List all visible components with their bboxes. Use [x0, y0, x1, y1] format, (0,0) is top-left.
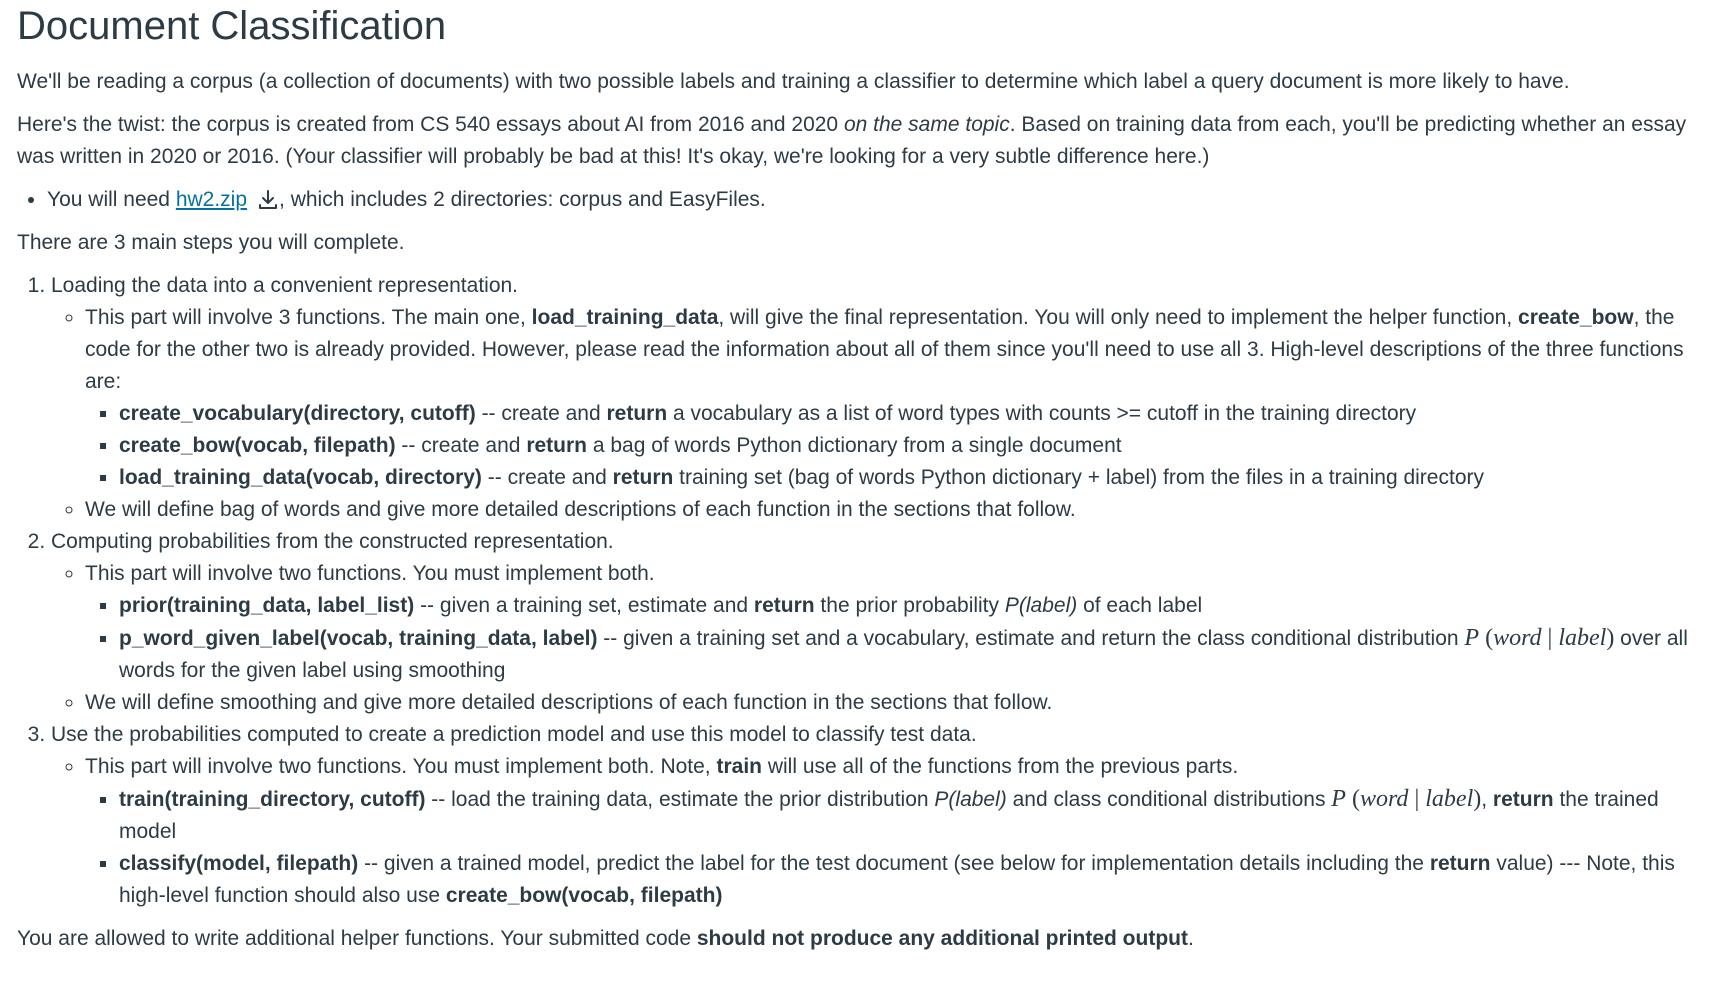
function-name: train	[716, 755, 762, 778]
return-keyword: return	[753, 594, 815, 617]
return-keyword: return	[612, 466, 674, 489]
step-label: Computing probabilities from the constructed representation.	[51, 530, 614, 553]
twist-text-rest: . Based on training data from each, you'll be predicting whether an essay was written in 2020 or 2016. (Your classifier will probably be bad at this! It's okay, we're looking for a very subtle difference here.)	[17, 113, 1687, 168]
text: -- given a training set, estimate and	[414, 594, 754, 617]
emphasis: should not produce any additional printed output	[696, 927, 1188, 950]
function-list	[85, 783, 1718, 912]
page-title: Document Classification	[17, 4, 447, 48]
intro-paragraph: We'll be reading a corpus (a collection of documents) with two possible labels and training a classifier to determine which label a query document is more likely to have.	[17, 70, 1570, 93]
function-item	[119, 590, 1718, 622]
text: -- given a trained model, predict the label for the test document (see below for implementation details including the	[358, 852, 1430, 875]
math-symbol: )	[1606, 625, 1615, 651]
function-item	[119, 430, 1718, 462]
math-symbol: label	[1558, 625, 1607, 651]
function-name: load_training_data(vocab, directory)	[119, 466, 482, 489]
text: , the code for the other two is already provided. However, please read the information about all of them since you'll need to use all 3. High-level descriptions of the three functions are:	[85, 306, 1684, 393]
function-name: create_bow(vocab, filepath)	[119, 434, 396, 457]
function-item	[119, 462, 1718, 494]
list-item: ◦ We will define smoothing and give more detailed descriptions of each function in the sections that follow.	[85, 687, 1718, 719]
text: a bag of words Python dictionary from a single document	[587, 434, 1122, 457]
math-symbol: P	[1331, 786, 1346, 812]
steps-list	[17, 270, 1718, 912]
requirements-list	[17, 184, 1718, 216]
function-item	[119, 398, 1718, 430]
text: -- create and	[395, 434, 527, 457]
step-2-details	[51, 558, 1718, 719]
footer-paragraph	[17, 923, 1718, 955]
math-symbol: word	[1359, 786, 1409, 812]
function-name: train(training_directory, cutoff)	[119, 788, 426, 811]
list-item	[85, 302, 1718, 494]
need-text-rest: , which includes 2 directories: corpus and EasyFiles.	[279, 188, 766, 211]
text: value) --- Note, this high-level function should also use	[119, 852, 1675, 907]
steps-intro: There are 3 main steps you will complete.	[17, 231, 405, 254]
return-keyword: return	[1492, 788, 1554, 811]
text: a vocabulary as a list of word types with counts >= cutoff in the training directory	[667, 402, 1417, 425]
list-item	[47, 184, 1718, 216]
need-text: You will need	[47, 188, 176, 211]
twist-emphasis: on the same topic	[843, 113, 1010, 136]
math-formula	[1464, 625, 1614, 651]
text: of each label	[1077, 594, 1203, 617]
text: -- given a training set and a vocabulary, estimate and return the class conditional distribution	[597, 627, 1465, 650]
step-3	[51, 719, 1718, 912]
function-name: load_training_data	[531, 306, 719, 329]
function-name: prior(training_data, label_list)	[119, 594, 415, 617]
text: This part will involve two functions. You must implement both. Note,	[85, 755, 717, 778]
function-list	[85, 398, 1718, 494]
step-3-details	[51, 751, 1718, 912]
text: the trained model	[119, 788, 1659, 843]
math-symbol: word	[1493, 625, 1542, 651]
text: -- load the training data, estimate the prior distribution	[425, 788, 935, 811]
list-item	[85, 751, 1718, 912]
math-symbol: )	[1473, 786, 1482, 812]
function-item	[119, 848, 1718, 912]
list-item	[85, 558, 1718, 687]
math-formula	[1331, 786, 1481, 812]
step-label: Loading the data into a convenient representation.	[51, 274, 519, 297]
text: and class conditional distributions	[1006, 788, 1332, 811]
text: You are allowed to write additional helper functions. Your submitted code	[17, 927, 697, 950]
list-item: ◦ We will define bag of words and give more detailed descriptions of each function in the sections that follow.	[85, 494, 1718, 526]
return-keyword: return	[606, 402, 668, 425]
function-name: p_word_given_label(vocab, training_data, label)	[119, 627, 598, 650]
text: ,	[1481, 788, 1493, 811]
math-symbol: P	[1464, 625, 1480, 651]
download-icon[interactable]	[257, 189, 279, 211]
text: This part will involve 3 functions. The main one,	[85, 306, 532, 329]
function-name: create_bow	[1518, 306, 1634, 329]
return-keyword: return	[526, 434, 587, 457]
text: -- create and	[475, 402, 607, 425]
text: .	[1187, 927, 1194, 950]
math-symbol: |	[1414, 786, 1420, 812]
hw2-zip-link[interactable]: hw2.zip	[175, 188, 248, 211]
step-1	[51, 270, 1718, 526]
prior-notation: P(label)	[1004, 594, 1078, 617]
math-symbol: label	[1425, 786, 1474, 812]
math-symbol: |	[1547, 625, 1553, 651]
text: training set (bag of words Python dictionary + label) from the files in a training directory	[673, 466, 1484, 489]
twist-paragraph	[17, 109, 1718, 173]
function-name: classify(model, filepath)	[119, 852, 359, 875]
text: the prior probability	[814, 594, 1005, 617]
text: over all words for the given label using smoothing	[119, 627, 1688, 682]
function-item	[119, 622, 1718, 687]
step-1-details	[51, 302, 1718, 526]
function-list	[85, 590, 1718, 687]
function-name: create_vocabulary(directory, cutoff)	[119, 402, 476, 425]
math-symbol: (	[1351, 786, 1360, 812]
math-symbol: (	[1485, 625, 1494, 651]
text: -- create and	[481, 466, 613, 489]
step-2	[51, 526, 1718, 719]
text: will use all of the functions from the previous parts.	[761, 755, 1239, 778]
return-keyword: return	[1429, 852, 1491, 875]
text: This part will involve two functions. You must implement both.	[85, 562, 655, 585]
twist-text: Here's the twist: the corpus is created from CS 540 essays about AI from 2016 and 2020	[17, 113, 844, 136]
step-label: Use the probabilities computed to create a prediction model and use this model to classify test data.	[51, 723, 977, 746]
prior-notation: P(label)	[934, 788, 1007, 811]
function-item	[119, 783, 1718, 848]
text: , will give the final representation. You will only need to implement the helper function,	[718, 306, 1519, 329]
function-name: create_bow(vocab, filepath)	[445, 884, 723, 907]
page-content	[0, 2, 1734, 955]
